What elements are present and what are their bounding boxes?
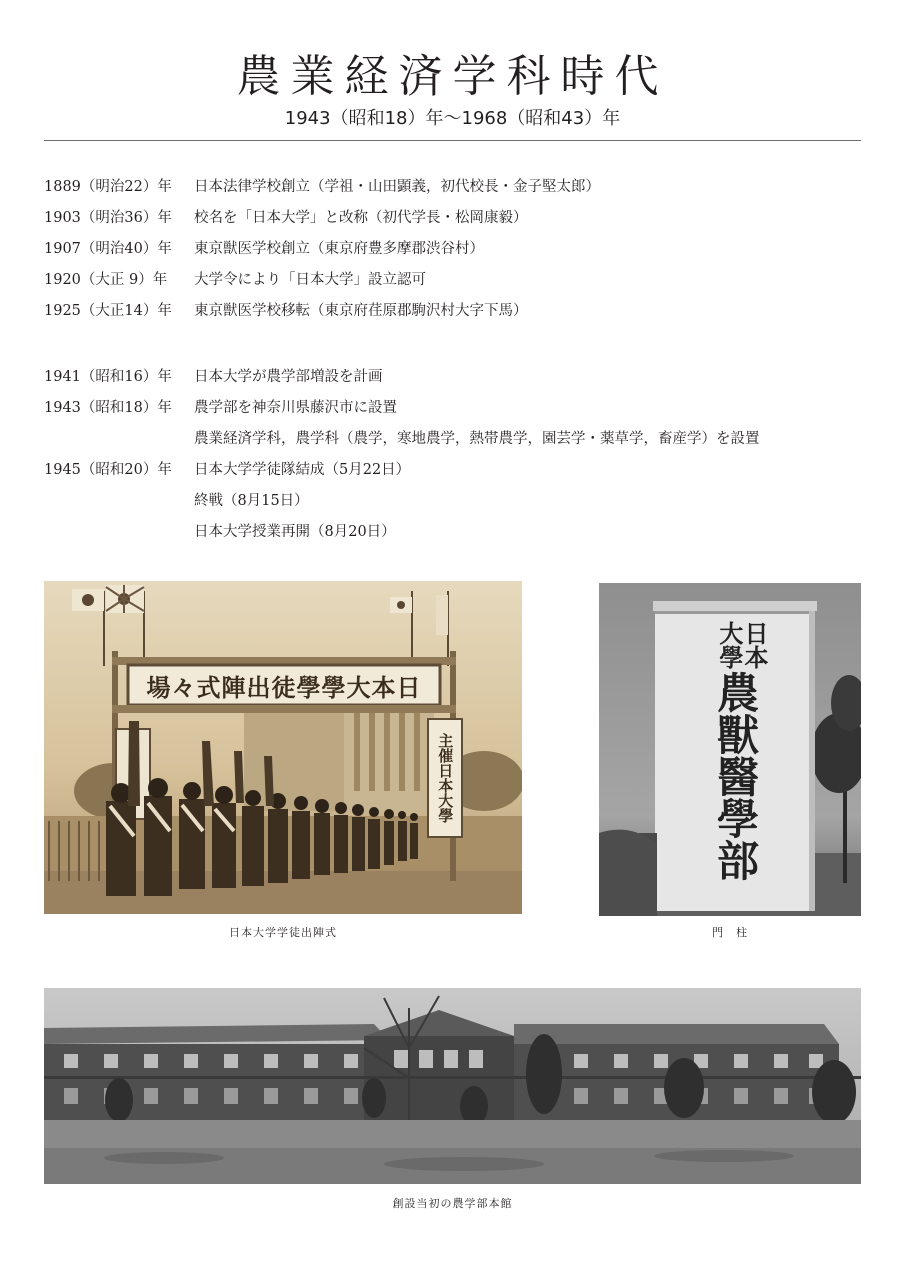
- timeline-row: [44, 265, 861, 296]
- timeline-year: 1903（明治36）年: [44, 210, 172, 227]
- building-photo-image: [44, 988, 861, 1184]
- timeline-row: [44, 203, 861, 234]
- timeline-year: 1941（昭和16）年: [44, 369, 172, 386]
- timeline-row: [44, 172, 861, 203]
- timeline-event: 日本大学学徒隊結成（5月22日）: [194, 462, 411, 479]
- timeline-row: [44, 517, 861, 548]
- timeline-event: 日本大学が農学部増設を計画: [194, 369, 383, 386]
- gate-sign-small-text: 日本大學: [714, 621, 769, 669]
- title-divider: [44, 140, 861, 141]
- timeline-year: 1889（明治22）年: [44, 179, 172, 196]
- timeline-event: 日本法律学校創立（学祖・山田顕義，初代校長・金子堅太郎）: [194, 179, 600, 196]
- page-title: 農業経済学科時代: [236, 51, 669, 102]
- timeline-row: [44, 362, 861, 393]
- timeline-year: 1907（明治40）年: [44, 241, 172, 258]
- timeline-event: 大学令により「日本大学」設立認可: [194, 272, 426, 289]
- parade-banner-text: 場々式陣出徒學學大本日: [146, 672, 422, 702]
- timeline-row: [44, 393, 861, 424]
- timeline-event: 東京獣医学校移転（東京府荏原郡駒沢村大字下馬）: [194, 303, 528, 320]
- timeline-row: [44, 424, 861, 455]
- timeline-event: 農学部を神奈川県藤沢市に設置: [194, 400, 397, 417]
- parade-side-sign-text: 主催日本大學: [436, 733, 455, 823]
- building-photo: [44, 988, 861, 1184]
- timeline-row: [44, 296, 861, 327]
- gate-photo: [599, 583, 861, 916]
- timeline-event: 終戦（8月15日）: [194, 493, 309, 510]
- timeline-row: [44, 486, 861, 517]
- page-subtitle: 1943（昭和18）年〜1968（昭和43）年: [284, 108, 621, 129]
- timeline-year: 1920（大正 9）年: [44, 272, 168, 289]
- parade-photo: [44, 581, 522, 914]
- timeline-row: [44, 455, 861, 486]
- timeline-year: 1943（昭和18）年: [44, 400, 172, 417]
- gate-caption: 門 柱: [712, 926, 748, 939]
- timeline-row: [44, 234, 861, 265]
- timeline-year: 1925（大正14）年: [44, 303, 172, 320]
- timeline-event: 東京獣医学校創立（東京府豊多摩郡渋谷村）: [194, 241, 484, 258]
- timeline-event: 日本大学授業再開（8月20日）: [194, 524, 396, 541]
- parade-caption: 日本大学学徒出陣式: [229, 926, 337, 939]
- timeline-event: 農業経済学科，農学科（農学，寒地農学，熱帯農学，園芸学・薬草学，畜産学）を設置: [194, 431, 760, 448]
- gate-sign-large-text: 農獸醫學部: [711, 671, 760, 881]
- timeline: [44, 172, 861, 548]
- timeline-event: 校名を「日本大学」と改称（初代学長・松岡康毅）: [194, 210, 528, 227]
- building-caption: 創設当初の農学部本館: [392, 1197, 513, 1210]
- timeline-year: 1945（昭和20）年: [44, 462, 172, 479]
